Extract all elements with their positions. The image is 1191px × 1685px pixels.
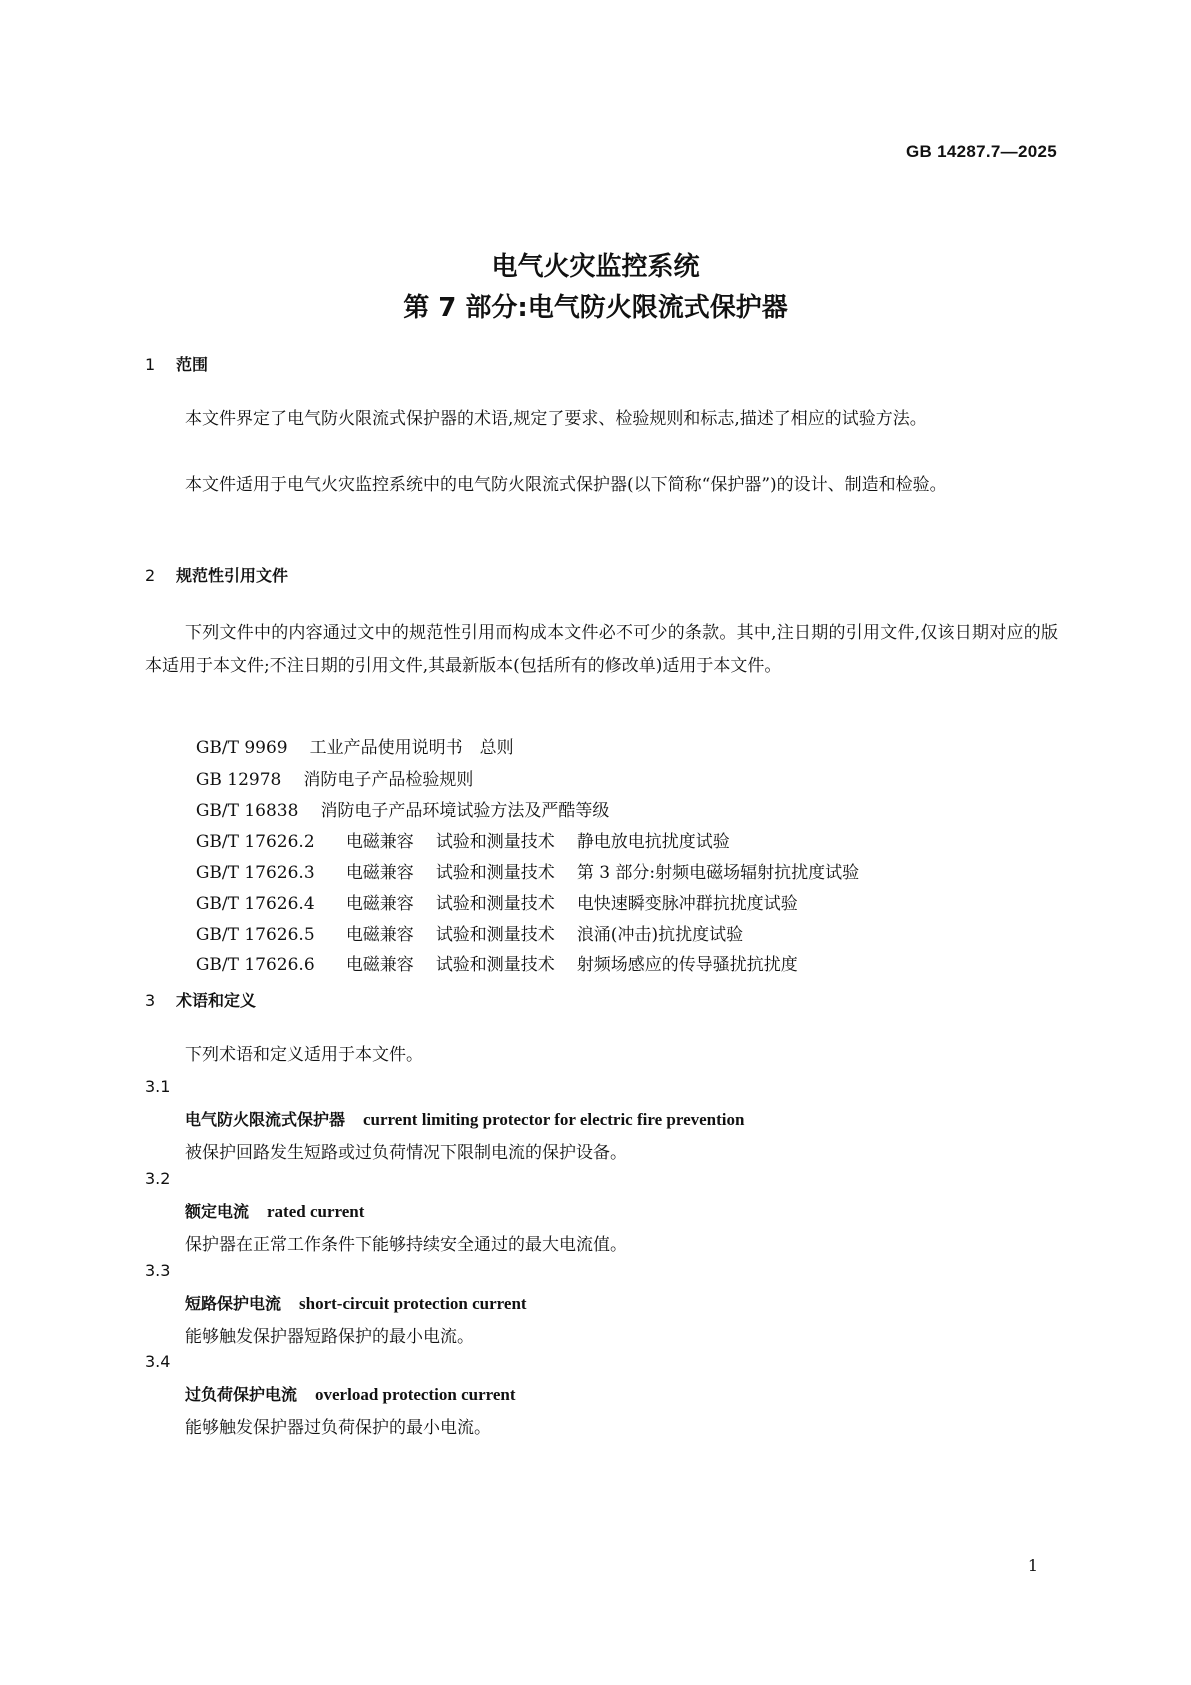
term-number: 3.4 [145,1352,171,1371]
section-3-intro: 下列术语和定义适用于本文件。 [185,1045,423,1065]
section-number: 2 [145,566,156,585]
reference-group: 试验和测量技术 [435,894,555,914]
reference-title: 第 3 部分:射频电磁场辐射抗扰度试验 [576,863,860,883]
term-definition: 能够触发保护器短路保护的最小电流。 [185,1327,474,1347]
term-entry [185,1382,516,1405]
reference-group: 电磁兼容 [345,863,414,883]
reference-item [185,930,798,975]
reference-code: GB 12978 [195,770,282,790]
reference-group: 试验和测量技术 [435,925,555,945]
reference-title: 工业产品使用说明书 总则 [309,738,514,758]
section-1-heading [145,352,208,375]
term-english: overload protection current [315,1385,516,1404]
section-3-heading [145,988,256,1011]
reference-group: 试验和测量技术 [435,832,555,852]
reference-group: 电磁兼容 [345,832,414,852]
reference-code: GB/T 17626.3 [195,863,315,883]
term-definition: 能够触发保护器过负荷保护的最小电流。 [185,1418,491,1438]
page-number: 1 [1027,1556,1038,1575]
document-title-line1: 电气火灾监控系统 [491,252,700,282]
term-number: 3.2 [145,1169,171,1188]
term-definition: 被保护回路发生短路或过负荷情况下限制电流的保护设备。 [185,1143,627,1163]
term-definition: 保护器在正常工作条件下能够持续安全通过的最大电流值。 [185,1235,627,1255]
term-chinese: 额定电流 [185,1202,250,1221]
section-number: 3 [145,991,156,1010]
reference-code: GB/T 9969 [195,738,288,758]
term-number: 3.1 [145,1077,171,1096]
section-2-heading [145,563,288,586]
reference-title: 静电放电抗扰度试验 [576,832,730,852]
reference-code: GB/T 16838 [195,801,299,821]
reference-group: 试验和测量技术 [435,863,555,883]
section-1-paragraph-2: 本文件适用于电气火灾监控系统中的电气防火限流式保护器(以下简称“保护器”)的设计、制造和检验。 [185,475,947,495]
reference-title: 射频场感应的传导骚扰抗扰度 [576,955,798,975]
section-title: 规范性引用文件 [176,566,289,585]
document-title-line2: 第 7 部分:电气防火限流式保护器 [403,293,788,323]
standard-code: GB 14287.7—2025 [906,142,1057,161]
section-title: 范围 [176,355,209,374]
reference-title: 消防电子产品环境试验方法及严酷等级 [320,801,610,821]
term-entry [185,1107,744,1130]
term-chinese: 电气防火限流式保护器 [185,1110,346,1129]
term-number: 3.3 [145,1261,171,1280]
reference-group: 试验和测量技术 [435,955,555,975]
reference-group: 电磁兼容 [345,894,414,914]
reference-title: 电快速瞬变脉冲群抗扰度试验 [576,894,798,914]
term-chinese: 短路保护电流 [185,1294,282,1313]
reference-title: 消防电子产品检验规则 [303,770,474,790]
term-entry [185,1291,527,1314]
term-english: rated current [267,1202,365,1221]
term-english: short-circuit protection current [299,1294,527,1313]
section-number: 1 [145,355,156,374]
reference-group: 电磁兼容 [345,955,414,975]
reference-code: GB/T 17626.5 [195,925,315,945]
reference-title: 浪涌(冲击)抗扰度试验 [576,925,744,945]
section-1-paragraph-1: 本文件界定了电气防火限流式保护器的术语,规定了要求、检验规则和标志,描述了相应的试验方法。 [185,409,927,429]
reference-group: 电磁兼容 [345,925,414,945]
section-title: 术语和定义 [176,991,257,1010]
reference-code: GB/T 17626.6 [195,955,315,975]
section-2-intro: 下列文件中的内容通过文中的规范性引用而构成本文件必不可少的条款。其中,注日期的引用文件,仅该日期对应的版本适用于本文件;不注日期的引用文件,其最新版本(包括所有的修改单)适用于本文件。 [145,623,1058,676]
reference-code: GB/T 17626.2 [195,832,315,852]
term-english: current limiting protector for electric fire prevention [363,1110,745,1129]
term-entry [185,1199,364,1222]
reference-code: GB/T 17626.4 [195,894,315,914]
term-chinese: 过负荷保护电流 [185,1385,298,1404]
